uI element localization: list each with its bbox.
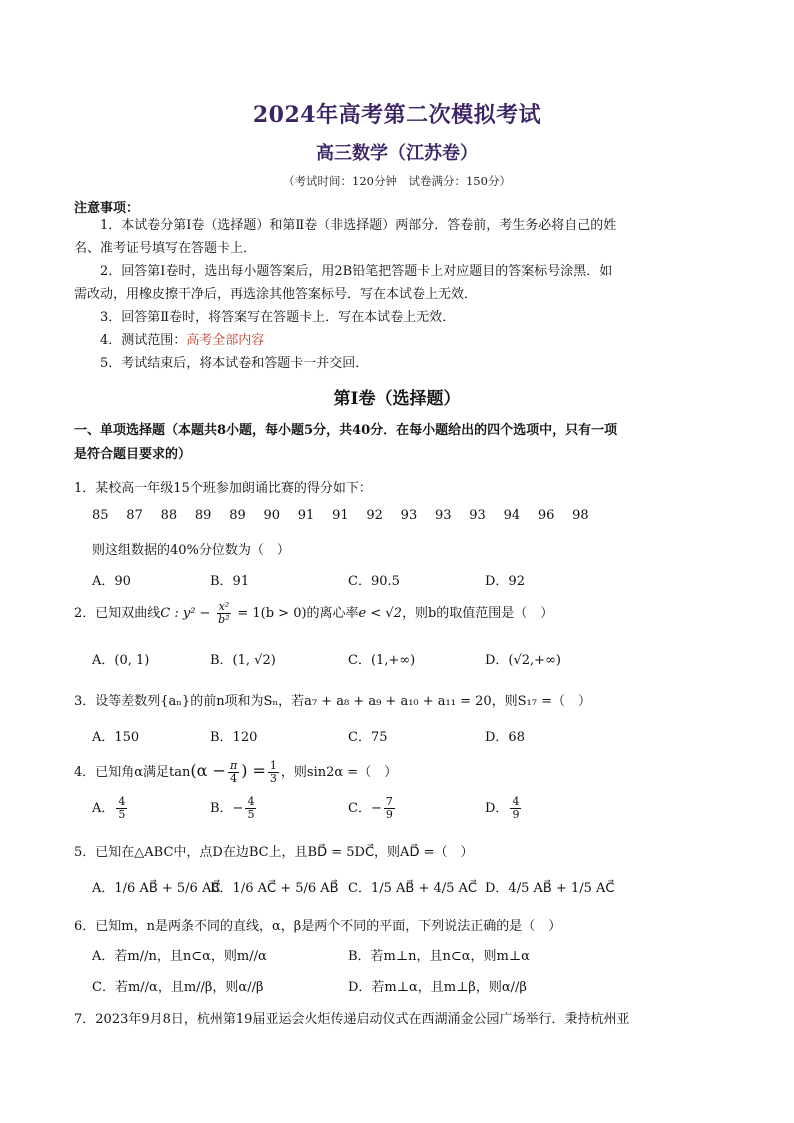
q2-curve: C : y² − xyxy=(160,606,215,621)
q2-frac-num: x² xyxy=(218,600,230,613)
q4-pi-fraction xyxy=(228,760,239,785)
question-4-stem xyxy=(74,757,694,787)
option-c[interactable]: C．1/5 AB⃗ + 4/5 AC⃗ xyxy=(348,881,477,896)
q2-condition: e < √2 xyxy=(358,606,402,621)
test-scope: 高考全部内容 xyxy=(186,333,265,348)
exam-info: （考试时间：120分钟 试卷满分：150分） xyxy=(283,174,511,188)
part1-title: 第Ⅰ卷（选择题） xyxy=(333,389,461,409)
option-d[interactable] xyxy=(485,796,523,821)
exam-subtitle: 高三数学（江苏卷） xyxy=(316,143,478,164)
option-c-fraction xyxy=(384,796,395,821)
notice-item-1: 1．本试卷分第Ⅰ卷（选择题）和第Ⅱ卷（非选择题）两部分．答卷前，考生务必将自己的姓 xyxy=(100,218,617,233)
option-a[interactable]: A．90 xyxy=(92,574,131,589)
notice-item-1-cont: 名、准考证号填写在答题卡上． xyxy=(74,241,257,256)
score-value: 93 xyxy=(434,508,452,523)
q4-eq: ) = xyxy=(241,761,266,780)
notice-item-2: 2．回答第Ⅰ卷时，选出每小题答案后，用2B铅笔把答题卡上对应题目的答案标号涂黑．如 xyxy=(100,264,613,279)
question-1-scores xyxy=(92,508,606,523)
option-c-label: C．− xyxy=(348,801,382,816)
frac-num: 7 xyxy=(385,795,393,808)
q4-pi-den: 4 xyxy=(230,772,238,785)
option-d[interactable]: D．(√2,+∞) xyxy=(485,653,561,668)
q2-stem-c: ，则b的取值范围是（ ） xyxy=(401,606,554,621)
q2-stem-b: = 1(b > 0)的离心率 xyxy=(233,606,359,621)
frac-num: 4 xyxy=(512,795,520,808)
option-b-fraction xyxy=(245,796,256,821)
option-a-label: A． xyxy=(92,801,115,816)
frac-den: 9 xyxy=(385,808,393,821)
section1-line1: 一、单项选择题（本题共8小题，每小题5分，共40分．在每小题给出的四个选项中，只有一项 xyxy=(74,423,618,438)
frac-den: 5 xyxy=(247,808,255,821)
option-a[interactable] xyxy=(92,796,129,821)
notice-heading: 注意事项： xyxy=(74,201,140,216)
q4-rhs-den: 3 xyxy=(269,772,277,785)
section1-heading xyxy=(74,419,684,467)
q2-fraction xyxy=(217,601,232,626)
option-b[interactable]: B．若m⊥n，且n⊂α，则m⊥α xyxy=(348,949,530,964)
option-d[interactable]: D．若m⊥α，且m⊥β，则α//β xyxy=(348,980,527,995)
score-value: 91 xyxy=(297,508,315,523)
option-c[interactable]: C．若m//α，且m//β，则α//β xyxy=(92,980,264,995)
option-b[interactable]: B．(1, √2) xyxy=(210,653,276,668)
question-1-stem: 1．某校高一年级15个班参加朗诵比赛的得分如下： xyxy=(74,481,372,496)
q4-pi-num: π xyxy=(229,759,238,772)
notice-item-2-cont: 需改动，用橡皮擦干净后，再选涂其他答案标号．写在本试卷上无效． xyxy=(74,287,478,302)
option-a[interactable]: A．若m//n，且n⊂α，则m//α xyxy=(92,949,267,964)
frac-num: 4 xyxy=(118,795,126,808)
option-a[interactable]: A．(0, 1) xyxy=(92,653,150,668)
q2-stem-a: 2．已知双曲线 xyxy=(74,606,161,621)
option-b[interactable]: B．1/6 AC⃗ + 5/6 AB⃗ xyxy=(210,881,339,896)
option-d[interactable]: D．68 xyxy=(485,730,525,745)
frac-den: 5 xyxy=(118,808,126,821)
notice-item-3: 3．回答第Ⅱ卷时，将答案写在答题卡上．写在本试卷上无效． xyxy=(100,310,456,325)
option-c[interactable]: C．(1,+∞) xyxy=(348,653,416,668)
q4-stem-b: ，则sin2α =（ ） xyxy=(280,765,398,780)
question-6-stem: 6．已知m，n是两条不同的直线，α，β是两个不同的平面，下列说法正确的是（ ） xyxy=(74,919,562,934)
q4-inner: (α − xyxy=(190,761,226,780)
option-d-label: D． xyxy=(485,801,509,816)
score-value: 88 xyxy=(160,508,178,523)
option-b-label: B．− xyxy=(210,801,244,816)
option-d[interactable]: D．4/5 AB⃗ + 1/5 AC⃗ xyxy=(485,881,615,896)
option-b[interactable]: B．91 xyxy=(210,574,250,589)
score-value: 93 xyxy=(469,508,486,523)
option-c[interactable]: C．75 xyxy=(348,730,388,745)
score-value: 93 xyxy=(400,508,418,523)
score-value: 90 xyxy=(263,508,281,523)
score-value: 94 xyxy=(503,508,521,523)
notice-list xyxy=(74,214,684,375)
notice-item-5: 5．考试结束后，将本试卷和答题卡一并交回． xyxy=(100,356,369,371)
score-value: 96 xyxy=(537,508,555,523)
score-value: 98 xyxy=(572,508,589,523)
question-5-stem: 5．已知在△ABC中，点D在边BC上，且BD⃗ = 5DC⃗，则AD⃗ =（ ） xyxy=(74,845,474,860)
q4-stem-a: 4．已知角α满足tan xyxy=(74,765,191,780)
q4-rhs-fraction xyxy=(268,760,279,785)
notice-item-4 xyxy=(74,329,684,352)
score-value: 89 xyxy=(194,508,212,523)
frac-den: 9 xyxy=(512,808,520,821)
notice-item-4-label: 4．测试范围： xyxy=(100,333,187,348)
score-value: 89 xyxy=(229,508,246,523)
score-value: 85 xyxy=(92,508,109,523)
question-1-ask: 则这组数据的40%分位数为（ ） xyxy=(92,543,290,558)
exam-title: 2024年高考第二次模拟考试 xyxy=(252,102,542,128)
option-c[interactable]: C．90.5 xyxy=(348,574,400,589)
score-value: 92 xyxy=(366,508,383,523)
option-c[interactable] xyxy=(348,796,397,821)
q4-rhs-num: 1 xyxy=(269,759,277,772)
score-value: 87 xyxy=(126,508,143,523)
option-a[interactable]: A．1/6 AB⃗ + 5/6 AC⃗ xyxy=(92,881,221,896)
option-d-fraction xyxy=(510,796,521,821)
q2-frac-den: b² xyxy=(218,613,230,626)
option-d[interactable]: D．92 xyxy=(485,574,525,589)
option-a-fraction xyxy=(116,796,127,821)
option-a[interactable]: A．150 xyxy=(92,730,140,745)
question-3-stem: 3．设等差数列{aₙ}的前n项和为Sₙ，若a₇ + a₈ + a₉ + a₁₀ + a₁₁ = 20，则S₁₇ =（ ） xyxy=(74,694,592,709)
question-2-stem xyxy=(74,600,694,628)
option-b[interactable] xyxy=(210,796,258,821)
score-value: 91 xyxy=(332,508,349,523)
section1-line2: 是符合题目要求的） xyxy=(74,447,192,462)
frac-num: 4 xyxy=(247,795,255,808)
option-b[interactable]: B．120 xyxy=(210,730,258,745)
question-7-stem: 7．2023年9月8日，杭州第19届亚运会火炬传递启动仪式在西湖涌金公园广场举行．秉持杭州亚 xyxy=(74,1012,630,1027)
